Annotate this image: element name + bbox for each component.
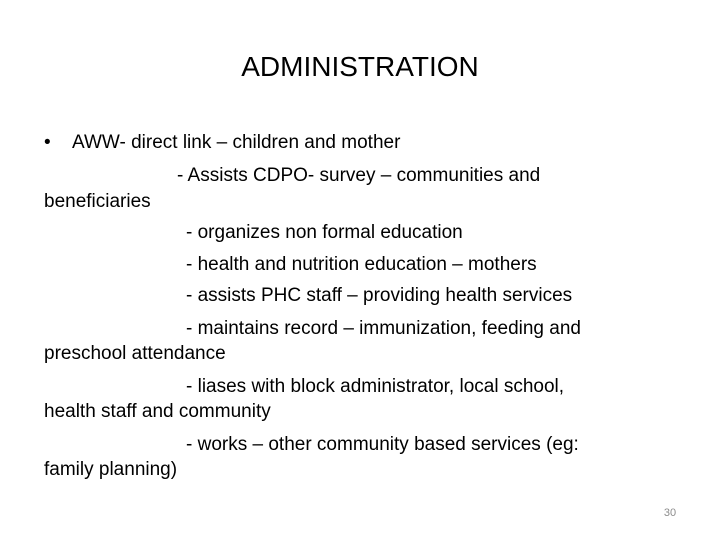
slide-title: ADMINISTRATION	[241, 51, 479, 82]
body-line-9: - liases with block administrator, local school,	[186, 376, 565, 397]
body-line-5: - health and nutrition education – mothers	[186, 254, 537, 275]
page-number: 30	[663, 507, 677, 519]
bullet-marker: •	[44, 132, 51, 153]
body-line-3: beneficiaries	[44, 191, 151, 212]
body-line-4: - organizes non formal education	[186, 222, 463, 243]
body-line-7: - maintains record – immunization, feeding and	[186, 318, 581, 339]
body-line-12: family planning)	[44, 459, 178, 480]
body-line-6: - assists PHC staff – providing health services	[186, 285, 573, 306]
body-line-1: AWW- direct link – children and mother	[72, 132, 401, 153]
body-line-10: health staff and community	[44, 401, 271, 422]
body-line-2: - Assists CDPO- survey – communities and	[177, 165, 541, 186]
body-line-8: preschool attendance	[44, 343, 226, 364]
body-line-11: - works – other community based services (eg:	[186, 434, 579, 455]
